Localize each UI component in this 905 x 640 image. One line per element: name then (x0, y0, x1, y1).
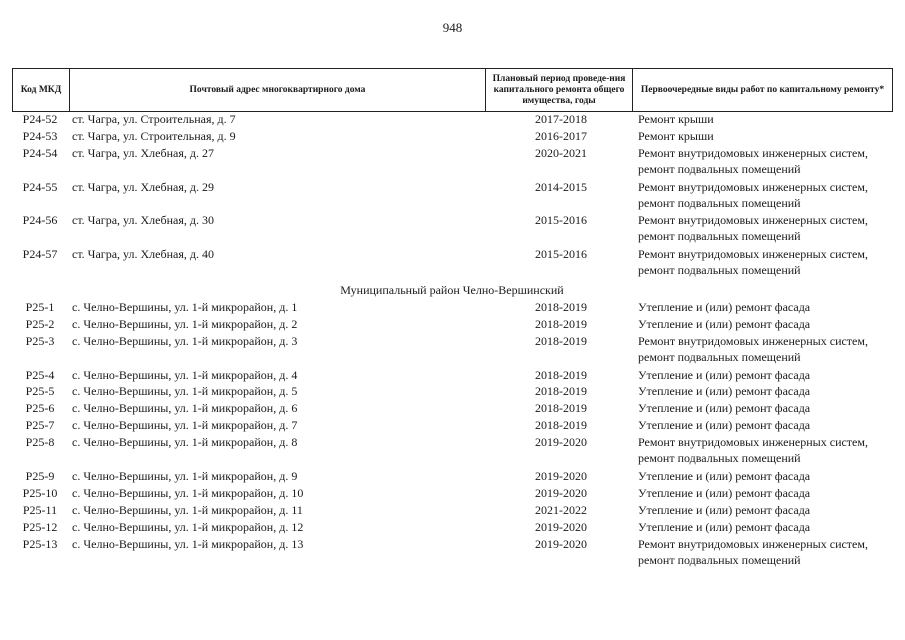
mkd-code: Р25-11 (22, 502, 58, 517)
repair-works (638, 502, 810, 518)
mkd-code: Р25-9 (25, 468, 55, 483)
repair-works (638, 367, 810, 383)
repair-works-line: Утепление и (или) ремонт фасада (638, 401, 811, 416)
mkd-address: с. Челно-Вершины, ул. 1-й микрорайон, д. 7 (72, 418, 298, 433)
repair-works-line: Утепление и (или) ремонт фасада (638, 519, 811, 534)
mkd-address: с. Челно-Вершины, ул. 1-й микрорайон, д. 9 (72, 468, 298, 483)
mkd-address: с. Челно-Вершины, ул. 1-й микрорайон, д. 6 (72, 401, 298, 416)
repair-works (638, 145, 868, 177)
mkd-address: с. Челно-Вершины, ул. 1-й микрорайон, д. 1 (72, 299, 298, 314)
repair-works (638, 299, 810, 315)
mkd-code: Р25-1 (25, 299, 55, 314)
mkd-address: с. Челно-Вершины, ул. 1-й микрорайон, д. 11 (72, 502, 303, 517)
repair-works-line: Утепление и (или) ремонт фасада (638, 367, 811, 382)
mkd-address: ст. Чагра, ул. Строительная, д. 9 (72, 128, 236, 143)
repair-works-line: Утепление и (или) ремонт фасада (638, 418, 811, 433)
repair-period: 2018-2019 (535, 384, 587, 399)
repair-period: 2018-2019 (535, 299, 587, 314)
repair-period: 2017-2018 (535, 112, 587, 126)
repair-works-line: Утепление и (или) ремонт фасада (638, 316, 811, 331)
repair-period: 2015-2016 (535, 213, 587, 228)
mkd-code: Р24-53 (22, 128, 58, 143)
repair-works (638, 128, 714, 144)
mkd-code: Р25-5 (25, 384, 55, 399)
repair-period: 2018-2019 (535, 418, 587, 433)
repair-works-line: ремонт подвальных помещений (638, 263, 801, 278)
page-number: 948 (442, 20, 463, 35)
mkd-address: ст. Чагра, ул. Хлебная, д. 40 (72, 247, 214, 262)
repair-works (638, 468, 810, 484)
mkd-code: Р25-10 (22, 485, 58, 500)
repair-period: 2020-2021 (535, 145, 587, 160)
repair-period: 2019-2020 (535, 468, 587, 483)
mkd-code: Р24-54 (22, 145, 58, 160)
repair-period: 2018-2019 (535, 367, 587, 382)
mkd-address: с. Челно-Вершины, ул. 1-й микрорайон, д. 10 (72, 485, 304, 500)
repair-works (638, 212, 868, 244)
mkd-code: Р25-7 (25, 418, 55, 433)
mkd-code: Р25-3 (25, 333, 55, 348)
repair-works (638, 383, 810, 399)
repair-works (638, 111, 714, 127)
repair-period: 2019-2020 (535, 536, 587, 551)
mkd-code: Р25-8 (25, 435, 55, 450)
repair-period: 2021-2022 (535, 502, 587, 517)
mkd-address: с. Челно-Вершины, ул. 1-й микрорайон, д. 5 (72, 384, 298, 399)
mkd-code: Р25-4 (25, 367, 55, 382)
repair-period: 2016-2017 (535, 128, 587, 143)
repair-works-line: ремонт подвальных помещений (638, 552, 801, 567)
repair-works (638, 179, 868, 211)
table-header (12, 68, 893, 112)
repair-works-line: Утепление и (или) ремонт фасада (638, 299, 811, 314)
repair-works-line: Ремонт внутридомовых инженерных систем, (638, 213, 868, 228)
repair-works-line: Ремонт внутридомовых инженерных систем, (638, 179, 868, 194)
repair-works (638, 519, 810, 535)
repair-works-line: Утепление и (или) ремонт фасада (638, 468, 811, 483)
repair-works-line: ремонт подвальных помещений (638, 229, 801, 244)
mkd-address: с. Челно-Вершины, ул. 1-й микрорайон, д. 8 (72, 435, 298, 450)
repair-works-line: ремонт подвальных помещений (638, 349, 801, 364)
repair-works (638, 485, 810, 501)
mkd-address: ст. Чагра, ул. Хлебная, д. 29 (72, 179, 214, 194)
mkd-address: ст. Чагра, ул. Хлебная, д. 27 (72, 145, 214, 160)
repair-works (638, 434, 868, 466)
mkd-address: ст. Чагра, ул. Хлебная, д. 30 (72, 213, 214, 228)
repair-works-line: Утепление и (или) ремонт фасада (638, 502, 811, 517)
repair-works-line: Ремонт внутридомовых инженерных систем, (638, 145, 868, 160)
repair-period: 2019-2020 (535, 485, 587, 500)
repair-works-line: ремонт подвальных помещений (638, 161, 801, 176)
mkd-address: с. Челно-Вершины, ул. 1-й микрорайон, д. 3 (72, 333, 298, 348)
repair-period: 2019-2020 (535, 435, 587, 450)
mkd-code: Р25-2 (25, 316, 55, 331)
repair-period: 2015-2016 (535, 247, 587, 262)
repair-works (638, 400, 810, 416)
mkd-address: с. Челно-Вершины, ул. 1-й микрорайон, д. 12 (72, 519, 304, 534)
mkd-code: Р24-55 (22, 179, 58, 194)
mkd-code: Р25-13 (22, 536, 58, 551)
repair-period: 2018-2019 (535, 401, 587, 416)
mkd-address: с. Челно-Вершины, ул. 1-й микрорайон, д. 4 (72, 367, 298, 382)
repair-works-line: Ремонт внутридомовых инженерных систем, (638, 435, 868, 450)
mkd-code: Р24-52 (22, 112, 58, 126)
repair-works (638, 246, 868, 278)
repair-works-line: Утепление и (или) ремонт фасада (638, 384, 811, 399)
repair-works-line: Ремонт внутридомовых инженерных систем, (638, 333, 868, 348)
repair-works-line: Ремонт крыши (638, 128, 714, 143)
repair-period: 2018-2019 (535, 316, 587, 331)
header-period: Плановый период проведе-ния капитального ремонта общего имущества, годы (486, 69, 633, 112)
header-address: Почтовый адрес многоквартирного дома (70, 69, 486, 112)
repair-works-line: Ремонт крыши (638, 112, 714, 126)
mkd-address: ст. Чагра, ул. Строительная, д. 7 (72, 112, 236, 126)
mkd-code: Р25-6 (25, 401, 55, 416)
repair-works-line: Ремонт внутридомовых инженерных систем, (638, 536, 868, 551)
repair-period: 2018-2019 (535, 333, 587, 348)
mkd-address: с. Челно-Вершины, ул. 1-й микрорайон, д. 13 (72, 536, 304, 551)
header-code: Код МКД (13, 69, 70, 112)
repair-works (638, 316, 810, 332)
repair-works-line: Ремонт внутридомовых инженерных систем, (638, 247, 868, 262)
repair-works-line: ремонт подвальных помещений (638, 451, 801, 466)
section-title: Муниципальный район Челно-Вершинский (340, 283, 564, 297)
mkd-code: Р24-56 (22, 213, 58, 228)
repair-works (638, 333, 868, 365)
repair-works-line: Утепление и (или) ремонт фасада (638, 485, 811, 500)
repair-period: 2014-2015 (535, 179, 587, 194)
header-works: Первоочередные виды работ по капитальному ремонту* (633, 69, 893, 112)
repair-period: 2019-2020 (535, 519, 587, 534)
mkd-code: Р24-57 (22, 247, 58, 262)
repair-works (638, 417, 810, 433)
repair-works (638, 536, 868, 568)
mkd-address: с. Челно-Вершины, ул. 1-й микрорайон, д. 2 (72, 316, 298, 331)
repair-works-line: ремонт подвальных помещений (638, 195, 801, 210)
mkd-code: Р25-12 (22, 519, 58, 534)
